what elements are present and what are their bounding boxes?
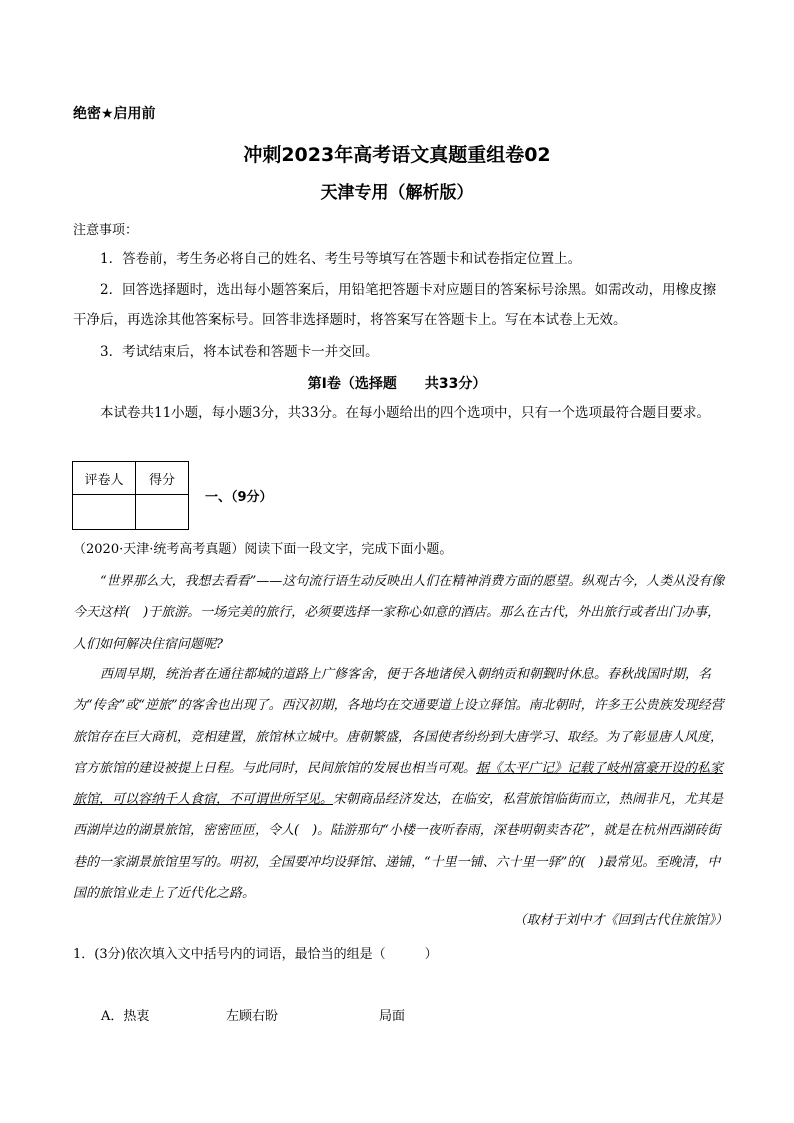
option-a-word2: 左顾右盼 [226,1009,279,1024]
passage-text: 西周早期，统治者在通往都城的道路上广修客舍，便于各地诸侯入朝纳贡和朝觐时休息。春秋战国时期，名为“传舍”或“逆旅”的客舍也出现了。西汉初期，各地均在交通要道上设立驿馆。南北朝时，许多王公贵族发现经营旅馆存在巨大商机，竞相建置，旅馆林立城中。唐朝繁盛，各国使者纷纷到大唐学习、取经。为了彰显唐人风度，官方旅馆的建设被提上日程。与此同时，民间旅馆的发展也相当可观。 [73,667,724,776]
question-source: （2020·天津·统考高考真题）阅读下面一段文字，完成下面小题。 [73,542,453,557]
notice-item: 1．答卷前，考生务必将自己的姓名、考生号等填写在答题卡和试卷指定位置上。 [100,251,582,267]
score-cell [136,495,189,530]
part-title: 第Ⅰ卷（选择题 共33分） [307,376,487,392]
grader-cell [73,495,136,530]
passage-paragraph [73,659,727,909]
section-heading: 一、（9分） [205,490,273,505]
confidential-mark: 绝密★启用前 [73,106,156,122]
notice-item: 3．考试结束后，将本试卷和答题卡一并交回。 [100,344,379,360]
page-subtitle: 天津专用（解析版） [320,183,474,203]
score-header: 得分 [136,462,189,495]
score-table [72,461,189,530]
page-title: 冲刺2023年高考语文真题重组卷02 [243,144,551,166]
notice-label: 注意事项： [73,223,139,238]
question-stem: 1．(3分)依次填入文中括号内的词语，最恰当的组是（ ） [73,947,438,962]
notice-item: 2．回答选择题时，选出每小题答案后，用铅笔把答题卡对应题目的答案标号涂黑。如需改动，用橡皮擦干净后，再选涂其他答案标号。回答非选择题时，将答案写在答题卡上。写在本试卷上无效。 [73,282,717,328]
passage-citation: （取材于刘中才《回到古代住旅馆》） [513,913,728,928]
underlined-sentence: 据《太平广记》记载了岐州富豪开设的私家旅馆，可以容纳千人食宿，不可谓世所罕见。 [73,760,724,808]
option-a-word1: A．热衷 [101,1009,150,1024]
option-a-word3: 局面 [379,1009,406,1024]
passage-text: 宋朝商品经济发达，在临安，私营旅馆临街而立，热闹非凡，尤其是西湖岸边的湖景旅馆，密密匝匝，令人( )。陆游那句“小楼一夜听春雨，深巷明朝卖杏花”，就是在杭州西湖砖街巷的一家湖景旅馆里写的。明初，全国要冲均设驿馆、递铺，“十里一铺、六十里一驿”的( )最常见。至晚清，中国的旅馆业走上了近代化之路。 [73,792,724,902]
passage-paragraph: “世界那么大，我想去看看”——这句流行语生动反映出人们在精神消费方面的愿望。纵观古今，人类从没有像今天这样( )于旅游。一场完美的旅行，必须要选择一家称心如意的酒店。那么在古代，外出旅行或者出门办事，人们如何解决住宿问题呢? [73,574,725,652]
grader-header: 评卷人 [73,462,136,495]
part-intro: 本试卷共11小题，每小题3分，共33分。在每小题给出的四个选项中，只有一个选项最符合题目要求。 [100,405,710,421]
